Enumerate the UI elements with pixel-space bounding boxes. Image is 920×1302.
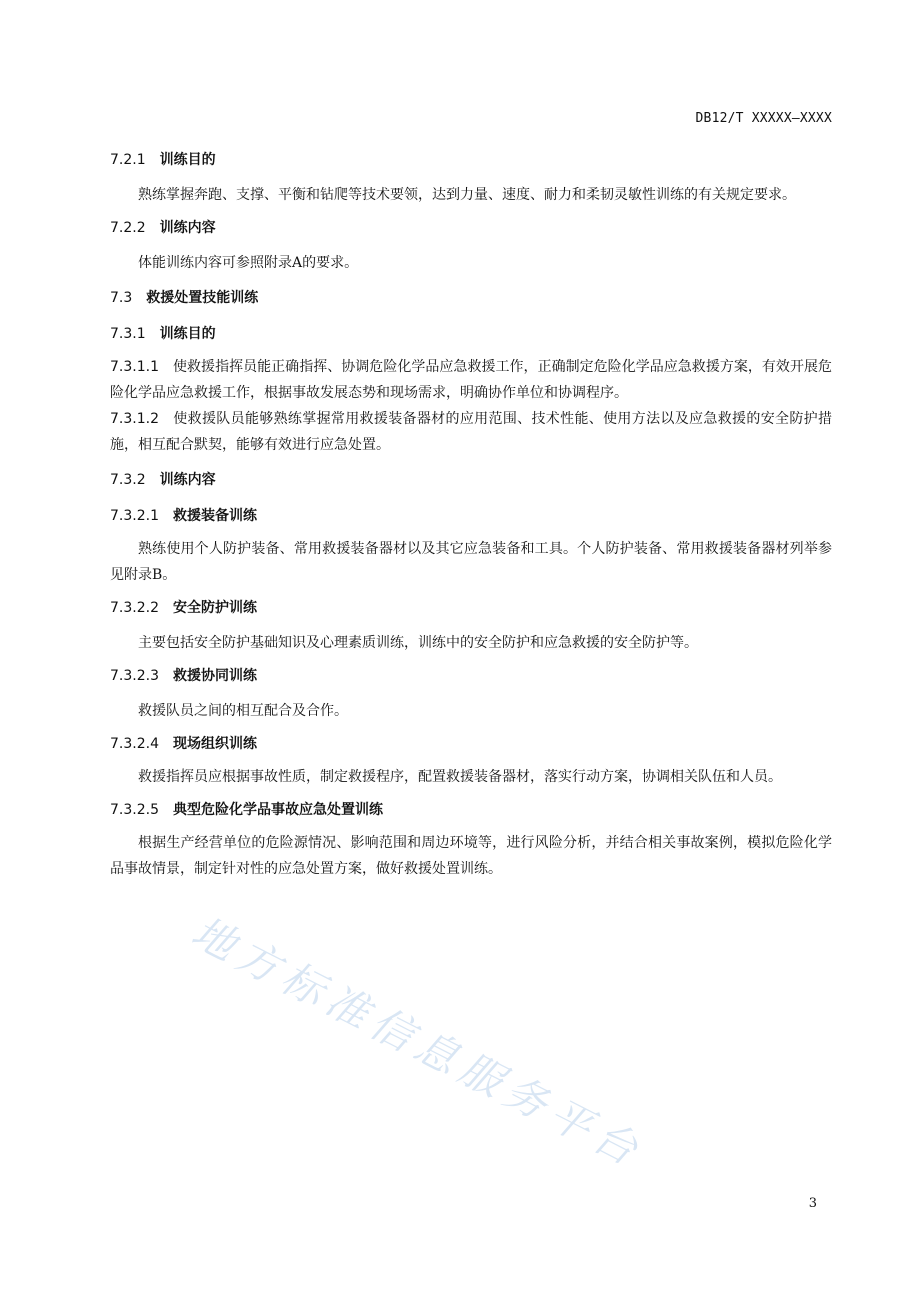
section-title: 救援装备训练	[172, 508, 257, 524]
paragraph-number: 7.3.1.2	[110, 411, 159, 427]
section-number: 7.3.2.1	[110, 508, 159, 524]
section-number: 7.2.1	[110, 152, 146, 168]
section-number: 7.3.2.4	[110, 736, 159, 752]
section-number: 7.2.2	[110, 220, 146, 236]
numbered-paragraph	[110, 406, 832, 458]
paragraph: 熟练使用个人防护装备、常用救援装备器材以及其它应急装备和工具。个人防护装备、常用救援装备器材列举参见附录B。	[110, 541, 832, 583]
section-heading	[110, 218, 832, 238]
section-title: 训练目的	[159, 152, 216, 168]
section-title: 典型危险化学品事故应急处置训练	[172, 802, 383, 818]
section-heading	[110, 506, 832, 526]
section-number: 7.3.2.3	[110, 668, 159, 684]
document-body	[110, 150, 832, 882]
section-heading	[110, 800, 832, 820]
section-heading	[110, 598, 832, 618]
section-heading	[110, 666, 832, 686]
numbered-paragraph	[110, 354, 832, 406]
section-number: 7.3	[110, 290, 133, 306]
paragraph: 主要包括安全防护基础知识及心理素质训练，训练中的安全防护和应急救援的安全防护等。	[138, 635, 698, 651]
paragraph: 救援队员之间的相互配合及合作。	[138, 703, 348, 719]
section-title: 现场组织训练	[172, 736, 257, 752]
paragraph-number: 7.3.1.1	[110, 359, 159, 375]
section-title: 救援协同训练	[172, 668, 257, 684]
section-heading	[110, 470, 832, 490]
section-title: 救援处置技能训练	[146, 290, 259, 306]
section-heading	[110, 734, 832, 754]
section-number: 7.3.2.5	[110, 802, 159, 818]
section-number: 7.3.2	[110, 472, 146, 488]
paragraph-text: 使救援指挥员能正确指挥、协调危险化学品应急救援工作，正确制定危险化学品应急救援方案，有效开展危险化学品应急救援工作，根据事故发展态势和现场需求，明确协作单位和协调程序。	[110, 359, 832, 401]
section-title: 安全防护训练	[172, 600, 257, 616]
paragraph: 根据生产经营单位的危险源情况、影响范围和周边环境等，进行风险分析，并结合相关事故案例，模拟危险化学品事故情景，制定针对性的应急处置方案，做好救援处置训练。	[110, 835, 832, 877]
paragraph-text: 使救援队员能够熟练掌握常用救援装备器材的应用范围、技术性能、使用方法以及应急救援的安全防护措施，相互配合默契，能够有效进行应急处置。	[110, 411, 832, 453]
paragraph: 救援指挥员应根据事故性质，制定救援程序，配置救援装备器材，落实行动方案，协调相关队伍和人员。	[138, 769, 782, 785]
section-number: 7.3.2.2	[110, 600, 159, 616]
section-number: 7.3.1	[110, 326, 146, 342]
section-title: 训练内容	[159, 220, 216, 236]
paragraph: 熟练掌握奔跑、支撑、平衡和钻爬等技术要领，达到力量、速度、耐力和柔韧灵敏性训练的有关规定要求。	[138, 187, 796, 203]
document-code: DB12/T XXXXX—XXXX	[695, 111, 832, 126]
paragraph: 体能训练内容可参照附录A的要求。	[138, 255, 359, 271]
page-number: 3	[808, 1196, 817, 1211]
section-heading	[110, 150, 832, 170]
section-title: 训练目的	[159, 326, 216, 342]
watermark: 地方标准信息服务平台	[184, 907, 652, 1178]
section-heading	[110, 324, 832, 344]
section-heading	[110, 288, 832, 308]
section-title: 训练内容	[159, 472, 216, 488]
